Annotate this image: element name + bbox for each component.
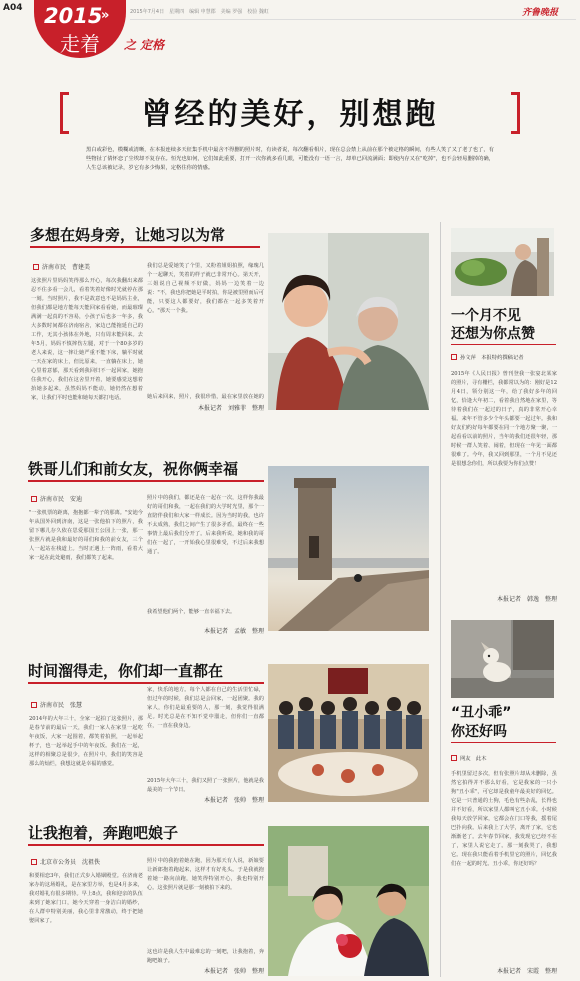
article-2-signature: 本报记者 孟敏 整理 [203, 628, 264, 635]
side-2-title-line-1: “丑小乖” [451, 705, 512, 721]
chevron-right-icon: » [101, 8, 110, 23]
article-2-photo [268, 466, 429, 631]
article-1-body-2: 我们总是爱她笑了个里，又粉着姐姐拍照，缘瑰几个一起聊天，笑着的样子就已非常开心。第天开，三姐说自己视频不好做，妈妈一边笑着一边说："不，我也你把她是平时拍，你是被里照而后可能，只要这人都要好，我们都在一起多笑着开心。"那天一个我。 [147, 263, 264, 314]
page-number: A04 [3, 3, 23, 13]
article-4-body-3: 这也许是我人生中最难忘的一刻吧，让我抱着，奔跑吧娘子。 [147, 949, 264, 964]
article-4-body-2: 照片中的我抱着她在跑，因为那天有人说，新娘要让新郎抱着跑起来，这样才有好兆头。于是我就抱着她一路向前跑，她笑得特别开心，我也特别开心。这张照片就是那一刻被拍下来的。 [147, 858, 264, 891]
side-1-body: 2015年《人民日报》曾刊登我一张宴北某家的照片，寻有栅栏，我都常以为的：刚好是12月4日，领分别这一年，给了我好多年的回忆，恰逢大年初二，看着我自然地在家里，等待着我们在一起过的日子，真的非常开心幸福。来年不管多少个年头都要一起过年。我和好友们约好每年都要在同一个地方聚一聚，一起看看以前的照片，当年的我们还很年轻，那时候一群人笑着、闹着，但现在一年见一面都很难了。今年，我又回到那里，一个月不见还是很想念你们，所以我要为你们点赞！ [451, 371, 557, 467]
article-3-body-3: 2015年大年三十，我们又照了一张照片，他就是我最美的一个节日。 [147, 778, 264, 793]
side-column-divider [440, 222, 441, 977]
article-1-signature: 本报记者 刘雅菲 整理 [197, 405, 264, 412]
header-rule [130, 19, 576, 20]
page-header [0, 0, 580, 60]
square-icon [33, 264, 39, 270]
article-3-signature: 本报记者 张帅 整理 [203, 797, 264, 804]
article-4-rule [28, 844, 264, 846]
article-1-body-3: 她后来回来，照片，我很珍惜，最在家里放在她的 [147, 394, 264, 400]
side-2-rule [451, 742, 556, 743]
paper-logo: 齐鲁晚报 [522, 8, 559, 18]
article-3-photo [268, 664, 429, 802]
side-2-body: 手机里留过多次，但有张照片却从未删除，虽然它拍得并不那么好看，它是我家的一只小狗"丑小乖"，可它却是我童年最美好的回忆。它是一只普通的土狗，毛色有些杂乱，长得也并不好看，所以家里人都叫它丑小乖。小时候我每天放学回家，它都会在门口等我，摇着尾巴扑向我。后来我上了大学，离开了家，它也渐渐老了。去年春节回家，我发现它已经不在了，家里人说它走了。那一刻我哭了，我想它。现在我只能看着手机里它的照片，回忆我们在一起的时光。丑小乖，你还好吗？ [451, 771, 557, 867]
square-icon [31, 496, 37, 502]
title-bracket-left [60, 92, 69, 134]
article-4-signature: 本报记者 张帅 整理 [203, 968, 264, 975]
mother-daughter-image [268, 233, 429, 410]
article-4-body: 和要相恋3年，我们正式步入婚姻殿堂。在济南老家办的这场婚礼，是在家里方举，也是4月多来，我对婚礼有很多期待。早上8点，我和迎亲的队伍来到了她家门口，她今天穿着一身洁白的婚纱，在人群中特别美丽，我心里非常激动，终于把她娶回家了。 [29, 873, 143, 924]
article-3-body-2: 家，快乐的地方。每个人都在自己的生活里忙碌，但过年的时候，我们总是会回家，一起团聚。我的家人，你们是最重要的人，那一刻，我觉得很满足。时光总是在不知不觉中溜走，但你们一直都在，一直在我身边。 [147, 687, 264, 729]
article-1-byline [33, 262, 90, 271]
article-2-body-3: 我希望他们两个，能够一直幸福下去。 [147, 609, 236, 615]
side-2-title-line-2: 你还好吗 [451, 724, 507, 740]
side-2-author: 网友 此木 [460, 756, 487, 762]
article-2-body: "一张机票的距离，抱抱都一辈子的那离。"安迪今年从国外回到济南，这是一张他拍下的照片，我留下哪儿存久依在思爱那国王公园上一张，那一张照片就是我和最好的哥们和我的前女友，三个人一起站在栈道上。当时正遇上一阵雨，看着大家一起在此处避雨，我们都笑了起来。 [29, 510, 143, 561]
header-motto-sub: 之 定格 [124, 38, 165, 52]
side-1-signature: 本报记者 韩逸 整理 [496, 596, 557, 603]
main-title: 曾经的美好，别想跑 [141, 97, 439, 132]
article-1-author: 济南市民 曹建美 [42, 264, 91, 271]
square-icon [451, 354, 457, 360]
side-2-signature: 本报记者 宋霞 整理 [496, 968, 557, 975]
date-info: 2015年7月4日 星期四 编辑 申慧郡 美编 罗强 校验 魏虹 [130, 9, 269, 15]
square-icon [31, 702, 37, 708]
side-1-title-line-2: 还想为你点赞 [451, 326, 535, 342]
article-3-title: 时间溜得走，你们却一直都在 [28, 662, 224, 680]
article-2-author: 济南市民 安迪 [40, 496, 83, 503]
side-1-photo [451, 228, 554, 296]
article-1-rule [30, 246, 260, 248]
side-2-byline [451, 754, 487, 762]
header-motto: 走着 [60, 32, 100, 56]
article-3-rule [28, 682, 264, 684]
street-vendor-image [451, 228, 554, 296]
article-4-author: 北京市公务员 沈祖佚 [40, 859, 101, 866]
article-3-byline [31, 700, 82, 709]
header-year: 2015 [44, 4, 103, 28]
article-4-byline [31, 857, 100, 866]
article-4-photo [268, 826, 429, 976]
article-1-title: 多想在妈身旁，让她习以为常 [30, 226, 226, 244]
tower-image [268, 466, 429, 631]
side-1-rule [451, 344, 556, 345]
family-gathering-image [268, 664, 429, 802]
article-3-author: 济南市民 张慧 [40, 702, 83, 709]
lede-text: 黑白或彩色，模糊或清晰，在本报连续多天征集手机中最舍不得删的照片时，有读者说，每次翻看相片，现在总会禁上从前在那个被定格的瞬间，有些人笑了又了老了也了，有些物扯了倩怀恋了尘埃却不复存在。恒光也如何，它们如此重要，打开一次你就多看几眼，可能没有一语一言，却单已回流满面；即使内存又在"吃掉"，也不会轻易删掉的确，人生总该被记录，岁它有多少悔果，定格住你的情感。 [86, 147, 494, 171]
dog-image [451, 620, 554, 698]
article-2-body-2: 照片中的我们，都还是在一起在一次，这样你我最好的哥们和我，一起在我们的大学时光里，那个一直陪伴我们和大家一样成长。因为当时的我，也许不太成熟，我们之间产生了很多矛盾，最终在一些事情上最后我们分开了。后来我听说，她和我的哥们在一起了，一开始我心里很难受，不过后来我想通了。 [147, 495, 264, 555]
article-3-body: 2014年的大年三十，全家一起拍了这张照片，那是春节前的最后一天，我们一家人在家里一起吃年夜饭，大家一起围着，都笑着拍照，一起举起杯子，也一起举起手中的年夜饭。我们在一起，这样的相聚总是很少，在照片中，我们的笑容是那么的灿烂，我想这就是幸福的感觉。 [29, 716, 143, 767]
side-1-title-line-1: 一个月不见 [451, 308, 521, 324]
wedding-image [268, 826, 429, 976]
article-2-rule [28, 480, 264, 482]
side-1-byline [451, 353, 524, 361]
article-2-byline [31, 494, 82, 503]
article-4-title: 让我抱着，奔跑吧娘子 [28, 824, 179, 842]
square-icon [451, 755, 457, 761]
article-1-body: 这张照片里妈妈笑得那么开心，每次我翻出来都忍不住多看一会儿，看着笑着好像时光就停在那一刻。当时照片，我不是故意也不是妈妈主业，但我们都是地方能每天能回家看看她，而最璀璨满满一起真的不容易，小孩子后也多一年多，我大多数时间都在济南宿舍，家边已能拖延自己的工作，无其小孩体在外地，只有周末能回来。去年5月，妈妈不慎摔伤左腿，对于一个80多岁的老人来说，这一摔让她严重不能下床，躺平时就一天在家的床上，但比原来，一直躺在床上，她心里着意郁，那天看到我回归不一起回家，她抱住我开心，我们在这舍里开着，她要感觉这想着抬她多起来，虽然妈妈不能动，她仍然在想着家，让我们平时也能和她每天都打电话。 [31, 278, 143, 401]
title-bracket-right [511, 92, 520, 134]
article-1-photo [268, 233, 429, 410]
side-1-author: 孙文萍 本报特约撰稿记者 [460, 355, 524, 361]
square-icon [31, 859, 37, 865]
article-2-title: 铁哥儿们和前女友，祝你俩幸福 [28, 460, 239, 478]
side-2-photo [451, 620, 554, 698]
